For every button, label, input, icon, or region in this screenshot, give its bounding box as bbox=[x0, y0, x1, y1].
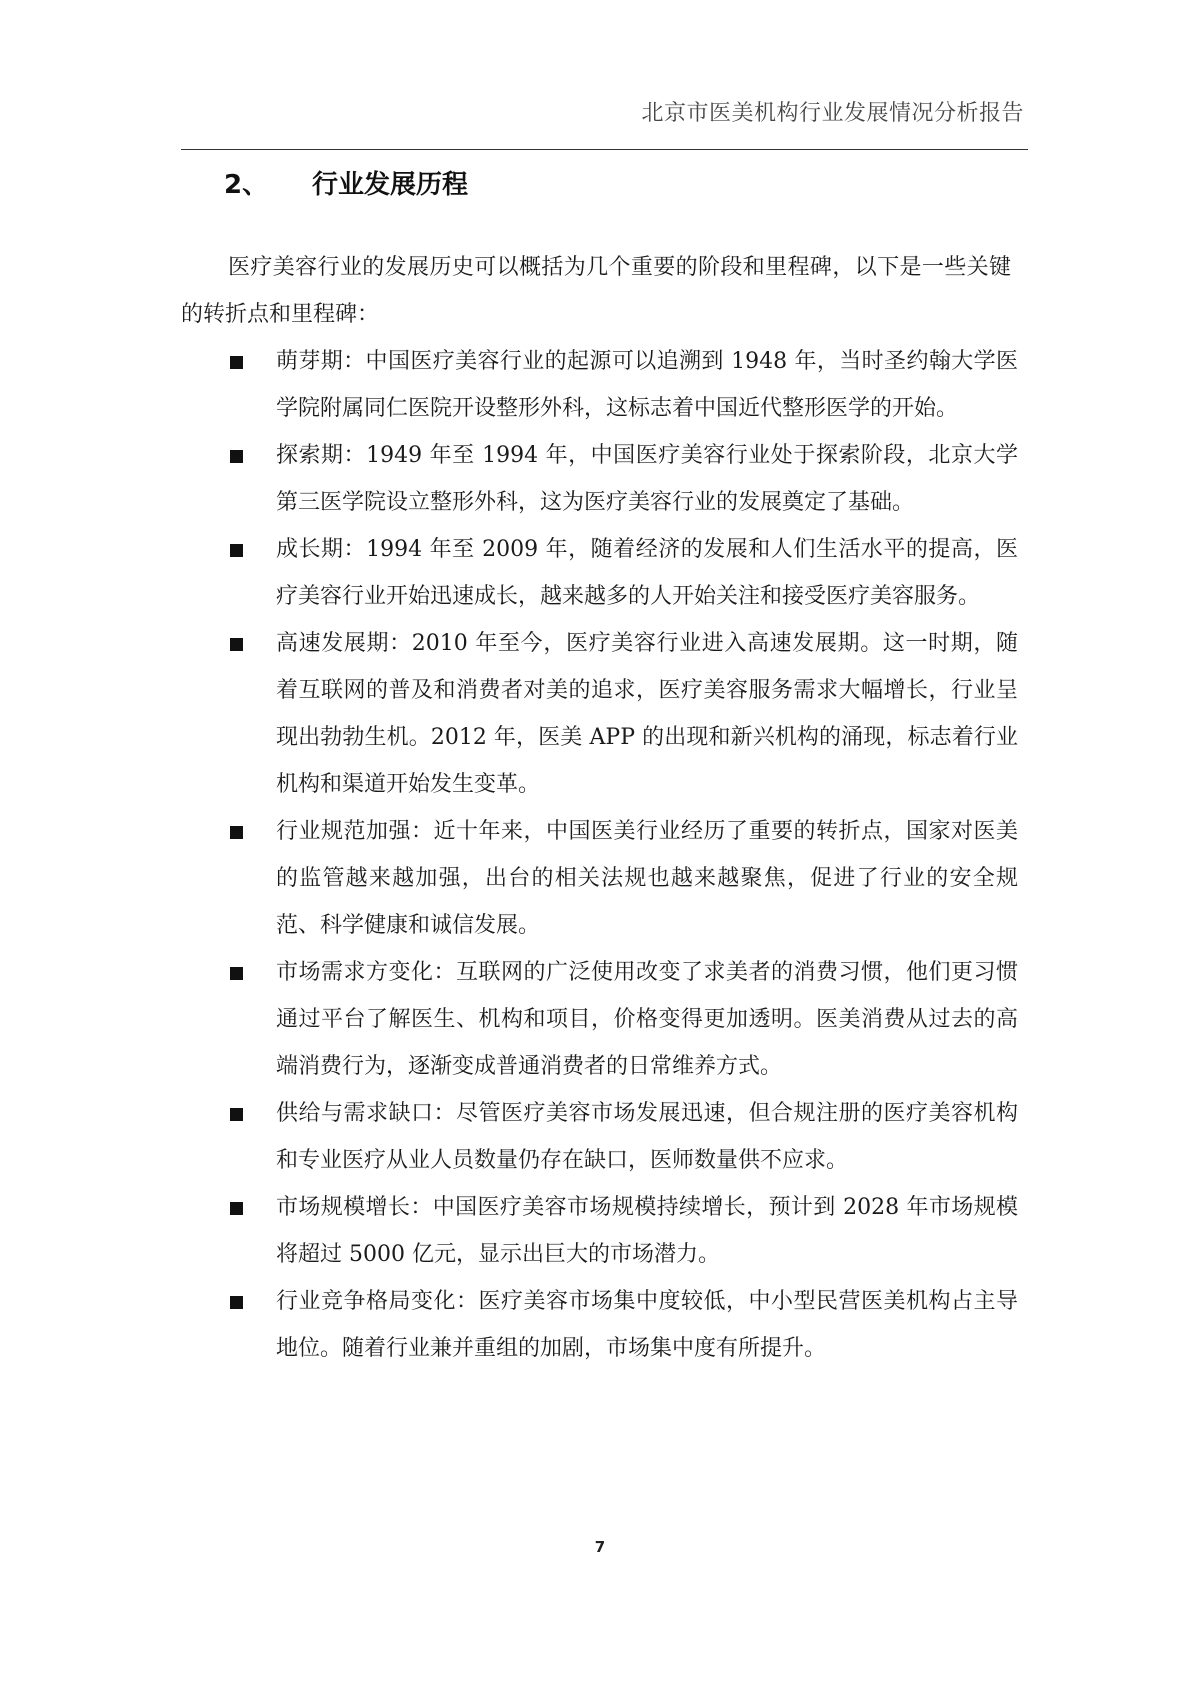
list-item bbox=[228, 620, 1018, 808]
page-header bbox=[181, 84, 1028, 150]
section-heading bbox=[224, 164, 468, 201]
square-bullet-icon bbox=[230, 638, 243, 651]
square-bullet-icon bbox=[230, 1108, 243, 1121]
header-title: 北京市医美机构行业发展情况分析报告 bbox=[641, 101, 1024, 126]
page-number: 7 bbox=[594, 1538, 606, 1556]
square-bullet-icon bbox=[230, 1296, 243, 1309]
list-item-text: 成长期：1994 年至 2009 年，随着经济的发展和人们生活水平的提高，医疗美容行业开始迅速成长，越来越多的人开始关注和接受医疗美容服务。 bbox=[276, 537, 1018, 609]
milestone-list bbox=[228, 338, 1018, 1372]
list-item bbox=[228, 808, 1018, 949]
square-bullet-icon bbox=[230, 826, 243, 839]
list-item bbox=[228, 1090, 1018, 1184]
list-item bbox=[228, 949, 1018, 1090]
list-item-text: 探索期：1949 年至 1994 年，中国医疗美容行业处于探索阶段，北京大学第三医学院设立整形外科，这为医疗美容行业的发展奠定了基础。 bbox=[276, 443, 1018, 515]
list-item-text: 市场需求方变化：互联网的广泛使用改变了求美者的消费习惯，他们更习惯通过平台了解医生、机构和项目，价格变得更加透明。医美消费从过去的高端消费行为，逐渐变成普通消费者的日常维养方式。 bbox=[276, 960, 1018, 1079]
intro-paragraph: 医疗美容行业的发展历史可以概括为几个重要的阶段和里程碑，以下是一些关键的转折点和里程碑： bbox=[181, 255, 1011, 327]
list-item bbox=[228, 526, 1018, 620]
list-item bbox=[228, 432, 1018, 526]
square-bullet-icon bbox=[230, 450, 243, 463]
list-item-text: 萌芽期：中国医疗美容行业的起源可以追溯到 1948 年，当时圣约翰大学医学院附属同仁医院开设整形外科，这标志着中国近代整形医学的开始。 bbox=[276, 349, 1018, 421]
section-number: 2、 bbox=[224, 170, 269, 200]
square-bullet-icon bbox=[230, 1202, 243, 1215]
list-item-text: 市场规模增长：中国医疗美容市场规模持续增长，预计到 2028 年市场规模将超过 5000 亿元，显示出巨大的市场潜力。 bbox=[276, 1195, 1018, 1267]
list-item-text: 行业竞争格局变化：医疗美容市场集中度较低，中小型民营医美机构占主导地位。随着行业兼并重组的加剧，市场集中度有所提升。 bbox=[276, 1289, 1018, 1361]
list-item-text: 供给与需求缺口：尽管医疗美容市场发展迅速，但合规注册的医疗美容机构和专业医疗从业人员数量仍存在缺口，医师数量供不应求。 bbox=[276, 1101, 1018, 1173]
square-bullet-icon bbox=[230, 967, 243, 980]
section-title: 行业发展历程 bbox=[312, 170, 469, 200]
list-item bbox=[228, 338, 1018, 432]
square-bullet-icon bbox=[230, 356, 243, 369]
list-item-text: 行业规范加强：近十年来，中国医美行业经历了重要的转折点，国家对医美的监管越来越加强，出台的相关法规也越来越聚焦，促进了行业的安全规范、科学健康和诚信发展。 bbox=[276, 819, 1018, 938]
square-bullet-icon bbox=[230, 544, 243, 557]
list-item bbox=[228, 1184, 1018, 1278]
list-item-text: 高速发展期：2010 年至今，医疗美容行业进入高速发展期。这一时期，随着互联网的普及和消费者对美的追求，医疗美容服务需求大幅增长，行业呈现出勃勃生机。2012 年，医美 APP 的出现和新兴机构的涌现，标志着行业机构和渠道开始发生变革。 bbox=[276, 631, 1018, 797]
list-item bbox=[228, 1278, 1018, 1372]
